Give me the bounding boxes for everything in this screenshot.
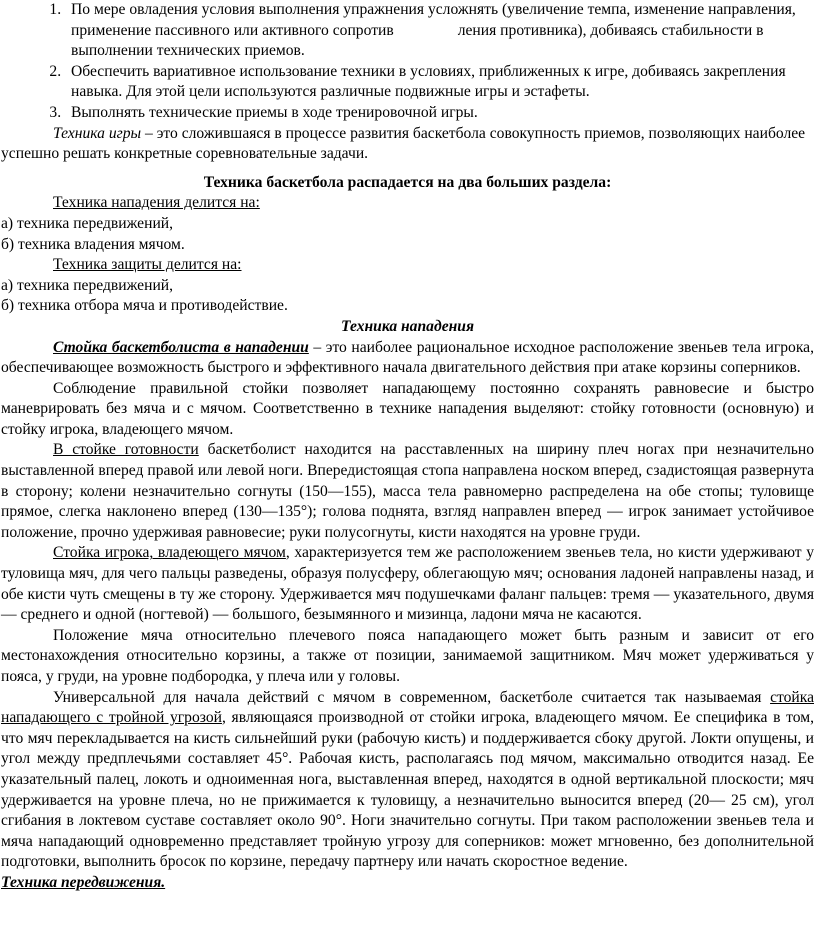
paragraph-ball-position: Положение мяча относительно плечевого пояса нападающего может быть разным и зависит от его местонахождения относительно корзины, а также от позиции, занимаемой защитником. Мяч может удерживаться у пояса, у груди, на уровне подбородка, у плеча или у головы.: [1, 626, 814, 685]
exercise-list: [1, 0, 814, 124]
list-item: [65, 62, 814, 103]
term-technique-game: Техника игры: [53, 124, 142, 142]
list-item-text-part: По мере овладения условия выполнения упражнения усложнять (увеличение темпа, изменение направления, применение пассивного или активного сопротив: [71, 1, 796, 39]
paragraph-balance: Соблюдение правильной стойки позволяет нападающему постоянно сохранять равновесие и быстро маневрировать без мяча и с мячом. Соответственно в технике нападения выделяют: стойку готовности (основную) и стойку игрока, владеющего мячом.: [1, 379, 814, 438]
paragraph-triple-threat: [1, 688, 814, 873]
paragraph-text: – это сложившаяся в процессе развития баскетбола совокупность приемов, позволяющих наиболее успешно решать конкретные соревновательные задачи.: [1, 124, 806, 163]
paragraph-text: – это наиболее рациональное исходное расположение звеньев тела игрока, обеспечивающее возможность быстрого и эффективного начала двигательного действия при атаке корзины соперников.: [1, 338, 814, 377]
list-item-text: Обеспечить вариативное использование техники в условиях, приближенных к игре, добиваясь закрепления навыка. Для этой цели используются различные подвижные игры и эстафеты.: [71, 62, 786, 101]
term-triple-threat: стойка нападающего с тройной угрозой: [1, 688, 814, 727]
term-ready-stance: В стойке готовности: [53, 441, 199, 459]
attack-split-item: а) техника передвижений,: [1, 214, 174, 232]
list-item-text: Выполнять технические приемы в ходе тренировочной игры.: [71, 103, 478, 121]
attack-split-label: [1, 193, 814, 214]
term-holding-stance: Стойка игрока, владеющего мячом: [53, 544, 286, 562]
paragraph-technique-definition: [1, 124, 814, 165]
paragraph-text: баскетболист находится на расставленных на ширину плеч ногах при незначительно выставленной вперед правой или левой ноги. Впередистоящая стопа направлена носком вперед, сзадистоящая развернута в сторону; колени незначительно согнуты (150—155), масса тела равномерно распределена на обе стопы; туловище прямое, слегка наклонено вперед (130—135°); голова поднята, взгляд направлен вперед — игрок занимает устойчивое положение, прочно удерживая равновесие; руки полусогнуты, кисти находятся на уровне груди.: [1, 441, 814, 541]
defense-split-item: а) техника передвижений,: [1, 276, 174, 294]
defense-split-item: б) техника отбора мяча и противодействие.: [1, 297, 288, 315]
underlined-label: Техника защиты делится на:: [53, 256, 242, 274]
paragraph-text: , характеризуется тем же расположением звеньев тела, но кисти удерживают у туловища мяч, для чего пальцы разведены, образуя полусферу, облегающую мяч; основания ладоней направлены назад, и обе кисти чуть смещены в ту же сторону. Удерживается мяч подушечками фаланг пальцев: тремя — указательного, двумя — среднего и одной (ногтевой) — большого, безымянного и мизинца, ладони мяча не касаются.: [1, 544, 814, 624]
list-item-text-part: ления противника), добиваясь стабильности в выполнении технических приемов.: [71, 21, 764, 60]
paragraph-ready-stance: [1, 440, 814, 543]
term-stance: Стойка баскетболиста в нападении: [53, 338, 309, 356]
movement-heading: Техника передвижения.: [1, 873, 166, 891]
sections-heading: Техника баскетбола распадается на два больших раздела:: [203, 173, 612, 191]
attack-split-item: б) техника владения мячом.: [1, 235, 185, 253]
paragraph-text: , являющаяся производной от стойки игрока, владеющего мячом. Ее специфика в том, что мяч перекладывается на кисть сильнейший руки (рабочую кисть) и поддерживается сбоку другой. Локти опущены, и угол между предплечьями составляет 45°. Рабочая кисть, располагаясь под мячом, максимально отводится назад. Ее указательный палец, локоть и одноименная нога, выставленная вперед, находятся в одной вертикальной плоскости; мяч удерживается на уровне плеча, но не прижимается к туловищу, а незначительно выносится вперед (20— 25 см), угол сгибания в локтевом суставе составляет около 90°. Ноги значительно согнуты. При таком расположении звеньев тела и мяча нападающий одновременно представляет тройную угрозу для соперников: может мгновенно, без дополнительной подготовки, выполнить бросок по корзине, передачу партнеру или начать скоростное ведение.: [1, 709, 814, 871]
paragraph-stance: [1, 338, 814, 379]
defense-split-label: [1, 255, 814, 276]
list-item: [65, 0, 814, 62]
attack-heading: Техника нападения: [341, 317, 474, 335]
underlined-label: Техника нападения делится на:: [53, 194, 260, 212]
list-item: [65, 103, 814, 124]
paragraph-text: Универсальной для начала действий с мячом в современном, баскетболе считается так называемая: [53, 688, 771, 706]
paragraph-holding-stance: [1, 543, 814, 625]
